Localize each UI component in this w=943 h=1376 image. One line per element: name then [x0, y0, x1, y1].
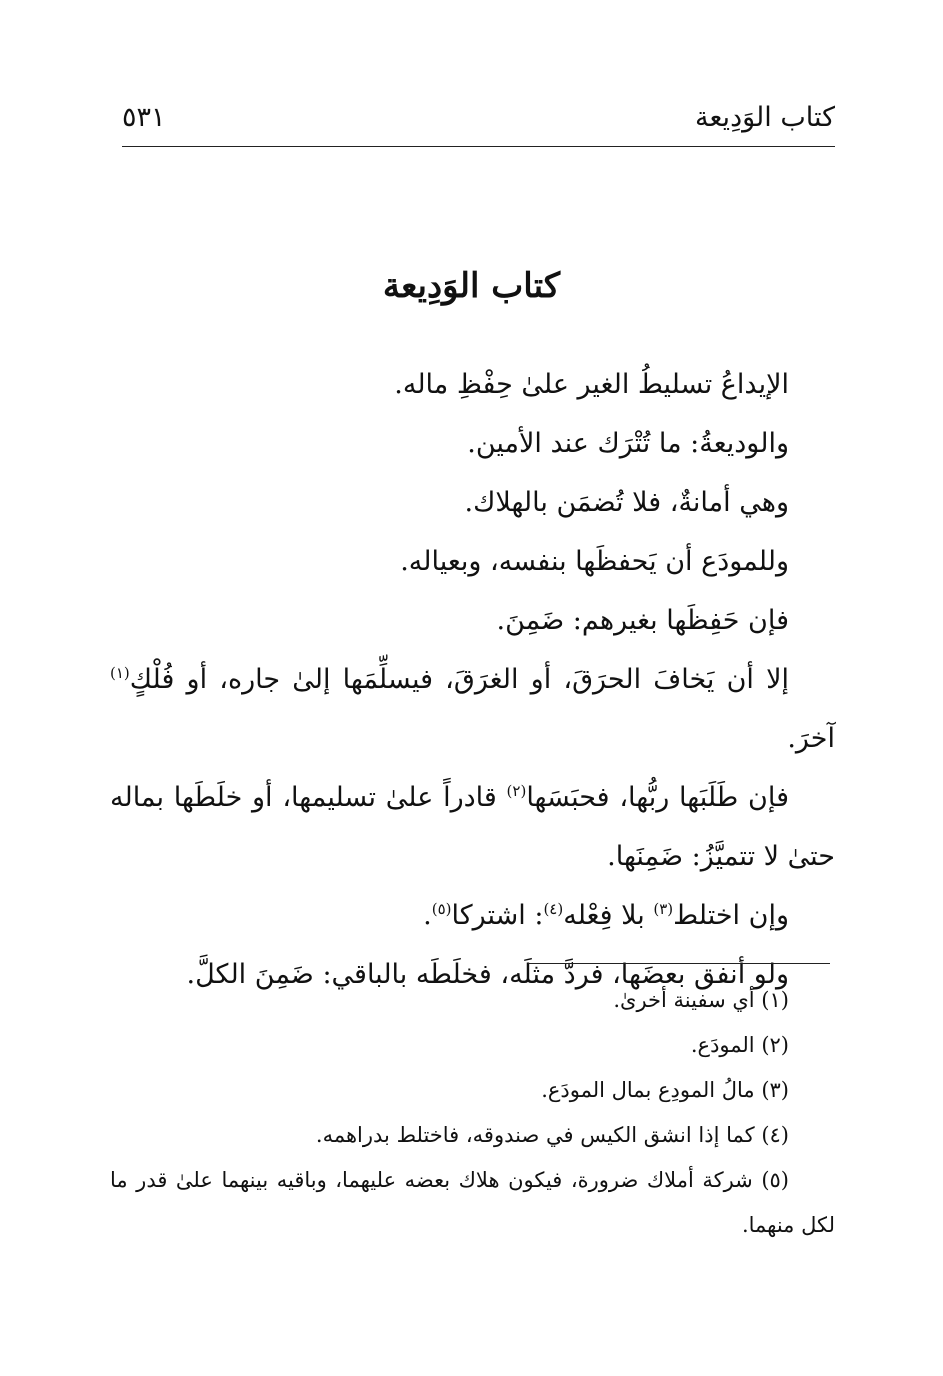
footnotes [110, 978, 835, 1248]
paragraph [110, 473, 835, 532]
paragraph-text: آخرَ. [787, 723, 835, 754]
paragraph-text: : اشتركا [451, 900, 544, 931]
chapter-title: كتاب الوَدِيعة [382, 266, 561, 306]
footnote-marker: (٢) [506, 782, 527, 800]
paragraph-text: وللمودَع أن يَحفظَها بنفسه، وبعياله. [400, 546, 789, 577]
footnote-marker: (٥) [431, 900, 452, 918]
footnote: (٥) شركة أملاك ضرورة، فيكون هلاك بعضه عليهما، وباقيه بينهما علىٰ قدر ما لكل منهما. [110, 1168, 835, 1237]
paragraph-text: بلا فِعْله [563, 900, 654, 931]
paragraph-text: وإن اختلط [673, 900, 789, 931]
footnote: (٤) كما إذا انشق الكيس في صندوقه، فاختلط بدراهمه. [315, 1123, 789, 1147]
footnote-separator [528, 963, 830, 964]
paragraph-text: . [423, 900, 432, 931]
paragraph [110, 650, 835, 768]
paragraph [110, 591, 835, 650]
footnote: (٣) مالُ المودِع بمال المودَع. [541, 1078, 789, 1102]
paragraph [110, 886, 835, 945]
paragraph-text: إلا أن يَخافَ الحرَقَ، أو الغرَقَ، فيسلِّمَها إلىٰ جاره، أو فُلْكٍ [129, 664, 789, 695]
paragraph-text: الإيداعُ تسليطُ الغير علىٰ حِفْظِ ماله. [394, 369, 789, 400]
paragraph [110, 768, 835, 886]
footnote-marker: (٤) [543, 900, 564, 918]
footnote: (٢) المودَع. [690, 1033, 789, 1057]
paragraph [110, 414, 835, 473]
paragraph-text: والوديعةُ: ما تُتْرَك عند الأمين. [467, 428, 789, 459]
running-header-title: كتاب الوَدِيعة [695, 102, 835, 133]
running-header [122, 96, 835, 147]
footnote: (١) أي سفينة أخرىٰ. [613, 988, 789, 1012]
paragraph-text: وهي أمانةٌ، فلا تُضمَن بالهلاك. [464, 487, 789, 518]
paragraph-text: فإن حَفِظَها بغيرهم: ضَمِنَ. [496, 605, 789, 636]
paragraph [110, 532, 835, 591]
paragraph-text: قادراً علىٰ تسليمها، أو خلَطَها بماله حتىٰ لا تتميَّزُ: ضَمِنَها. [110, 782, 835, 872]
paragraph-text: ولو أنفق بعضَها، فردَّ مثلَه، فخلَطَه بالباقي: ضَمِنَ الكلَّ. [186, 959, 789, 990]
page-number: ٥٣١ [122, 102, 166, 133]
paragraph-text: فإن طَلَبَها ربُّها، فحبَسَها [526, 782, 789, 813]
footnote-marker: (٣) [653, 900, 674, 918]
body-text [110, 355, 835, 1004]
footnote-marker: (١) [110, 664, 130, 682]
paragraph [110, 355, 835, 414]
